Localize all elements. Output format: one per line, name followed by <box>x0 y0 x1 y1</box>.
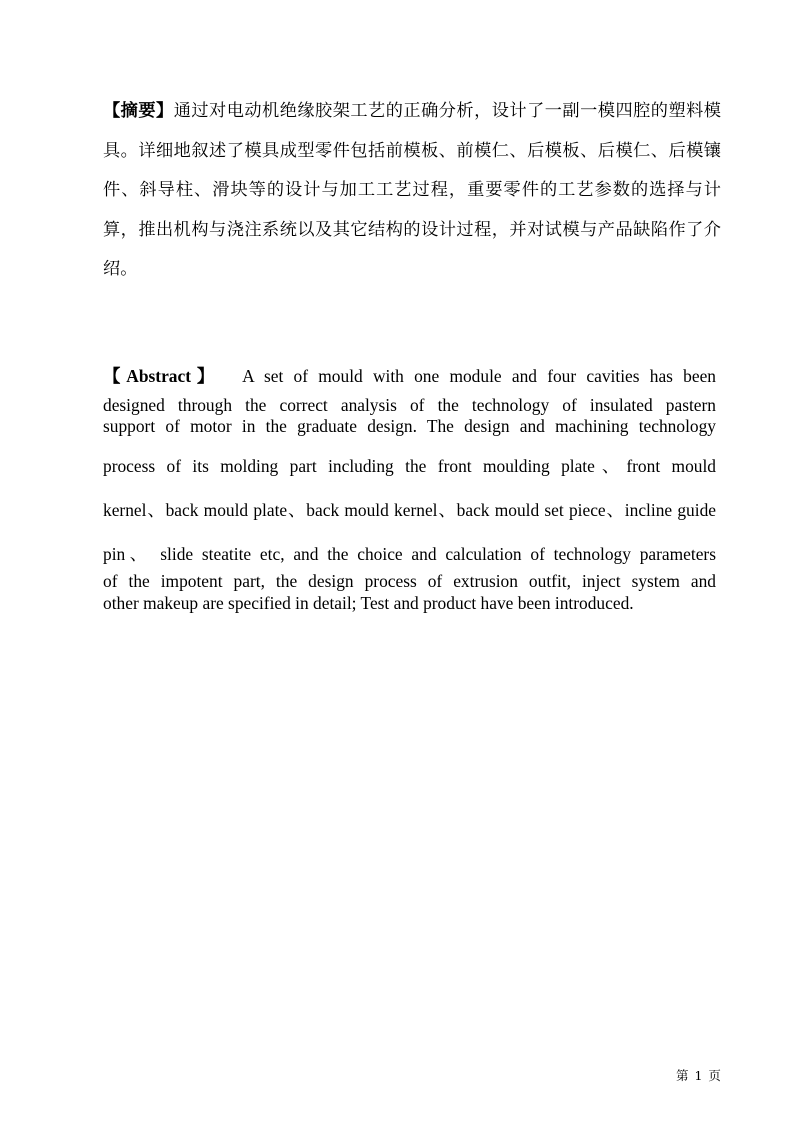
english-abstract-line: of the impotent part, the design process of extrusion outfit, inject system and <box>103 571 716 591</box>
english-abstract-line: process of its molding part including the front moulding plate、front mould <box>103 456 716 476</box>
english-abstract-line: other makeup are specified in detail; Test and product have been introduced. <box>103 593 634 613</box>
page-number: 第 1 页 <box>676 1068 722 1083</box>
english-abstract-label: 【Abstract】 <box>103 366 221 386</box>
english-abstract-line: pin、 slide steatite etc, and the choice and calculation of technology parameters <box>103 544 716 564</box>
chinese-abstract-text: 通过对电动机绝缘胶架工艺的正确分析，设计了一副一模四腔的塑料模具。详细地叙述了模具成型零件包括前模板、前模仁、后模板、后模仁、后模镶件、斜导柱、滑块等的设计与加工工艺过程，重要零件的工艺参数的选择与计算，推出机构与浇注系统以及其它结构的设计过程，并对试模与产品缺陷作了介绍。 <box>103 101 721 279</box>
chinese-abstract-label: 【摘要】 <box>103 101 174 121</box>
english-abstract-line <box>103 362 716 387</box>
english-abstract-line: kernel、back mould plate、back mould kernel、back mould set piece、incline guide <box>103 500 716 520</box>
english-abstract-line-text: A set of mould with one module and four cavities has been <box>242 366 717 386</box>
chinese-abstract <box>103 92 721 290</box>
english-abstract-line: support of motor in the graduate design. The design and machining technology <box>103 416 716 436</box>
english-abstract-line: designed through the correct analysis of the technology of insulated pastern <box>103 395 716 415</box>
